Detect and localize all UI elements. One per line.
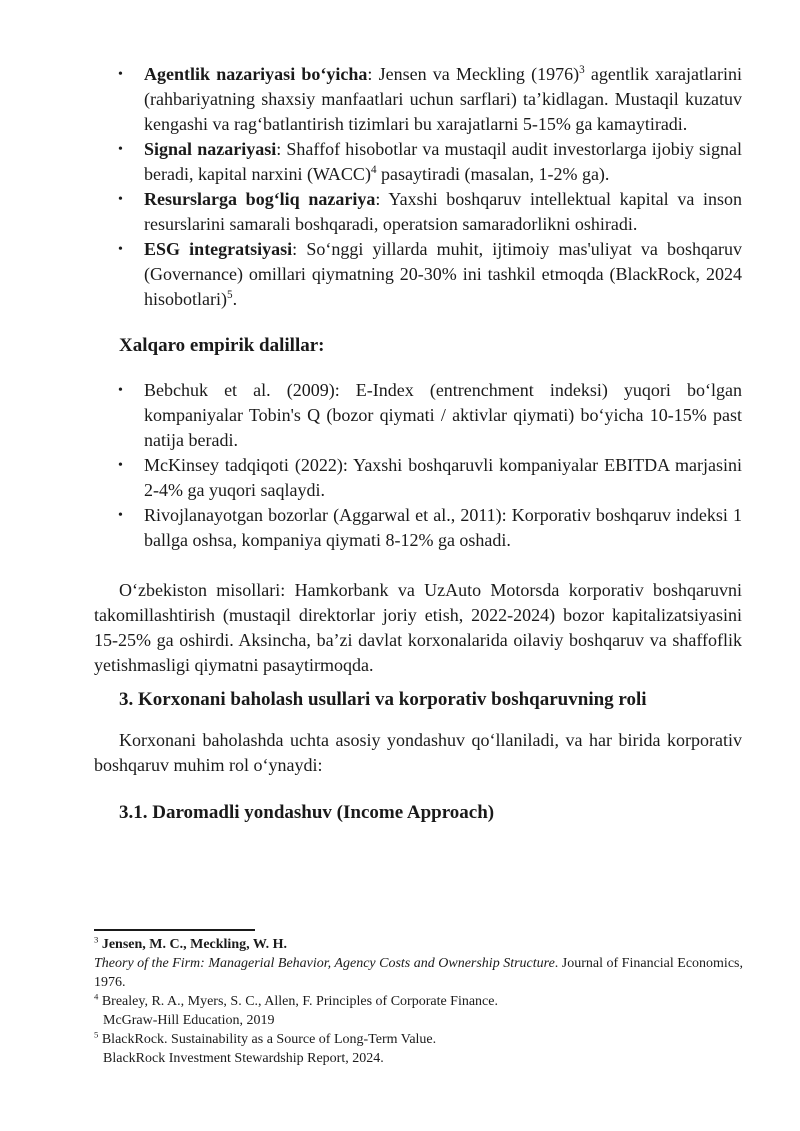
section-3-heading: 3. Korxonani baholash usullari va korporativ boshqaruvning roli bbox=[119, 689, 647, 710]
footnote-line: $^5$ BlackRock. Sustainability as a Source of Long-Term Value. bbox=[94, 1029, 437, 1047]
bullet-icon: • bbox=[118, 383, 123, 398]
section-3-intro-paragraph: Korxonani baholashda uchta asosiy yondashuv qoʻllaniladi, va har birida korporativ boshqaruv muhim rol oʻynaydi: bbox=[94, 730, 742, 775]
list-item-text: Resurslarga bogʻliq nazariya: Yaxshi boshqaruv intellektual kapital va inson resurslarini samarali boshqaradi, operatsion samaradorlikni oshiradi. bbox=[144, 189, 743, 234]
footnote-line: 1976. bbox=[94, 975, 126, 990]
list-item bbox=[94, 453, 742, 503]
list-item bbox=[94, 62, 742, 137]
theory-list bbox=[94, 62, 742, 312]
list-item bbox=[94, 237, 742, 312]
bullet-icon: • bbox=[118, 142, 123, 157]
list-item-text: Agentlik nazariyasi boʻyicha: Jensen va Meckling $(1976)^3$ agentlik xarajatlarini (rahbariyatning shaxsiy manfaatlari uchun sarflari) taʼkidlagan. Mustaqil kuzatuv kengashi va ragʻbatlantirish tizimlari bu xarajatlarni 5-15% ga kamaytiradi. bbox=[144, 64, 742, 134]
list-item-text: McKinsey tadqiqoti (2022): Yaxshi boshqaruvli kompaniyalar EBITDA marjasini 2-4% ga yuqori saqlaydi. bbox=[144, 455, 742, 500]
bullet-icon: • bbox=[118, 242, 123, 257]
footnote-line: Theory of the Firm: Managerial Behavior, Agency Costs and Ownership Structure. Journal of Financial Economics, bbox=[94, 956, 743, 971]
bullet-icon: • bbox=[118, 192, 123, 207]
footnote-line: $^3$ Jensen, M. C., Meckling, W. H. bbox=[94, 934, 287, 952]
list-item-text: Signal nazariyasi: Shaffof hisobotlar va mustaqil audit investorlarga ijobiy signal beradi, kapital narxini (WACC)$^4$ pasaytiradi (masalan, 1-2% ga). bbox=[144, 139, 742, 184]
evidence-heading: Xalqaro empirik dalillar: bbox=[119, 335, 325, 356]
footnote-line: BlackRock Investment Stewardship Report, 2024. bbox=[103, 1051, 384, 1066]
bullet-icon: • bbox=[118, 508, 123, 523]
document-body bbox=[94, 62, 742, 826]
footnote-separator-rule bbox=[94, 929, 255, 931]
uzbekistan-paragraph: Oʻzbekiston misollari: Hamkorbank va UzAuto Motorsda korporativ boshqaruvni takomillashtirish (mustaqil direktorlar joriy etish, 2022-2024) bozor kapitalizatsiyasini 15-25% ga oshirdi. Aksincha, baʼzi davlat korxonalarida oilaviy boshqaruv va shaffoflik yetishmasligi qiymatni pasaytirmoqda. bbox=[94, 580, 742, 675]
footnotes-section bbox=[94, 929, 746, 1068]
list-item-text: ESG integratsiyasi: Soʻnggi yillarda muhit, ijtimoiy mas'uliyat va boshqaruv (Governance) omillari qiymatning 20-30% ini tashkil etmoqda (BlackRock, 2024 hisobotlari)$^5$. bbox=[144, 239, 742, 309]
list-item bbox=[94, 378, 742, 453]
list-item-text: Bebchuk et al. (2009): E-Index (entrenchment indeksi) yuqori boʻlgan kompaniyalar Tobin's Q (bozor qiymati / aktivlar qiymati) boʻyicha 10-15% past natija beradi. bbox=[144, 380, 742, 450]
list-item bbox=[94, 187, 742, 237]
evidence-list bbox=[94, 378, 742, 553]
footnote-line: McGraw-Hill Education, 2019 bbox=[103, 1013, 275, 1028]
bullet-icon: • bbox=[118, 458, 123, 473]
bullet-icon: • bbox=[118, 67, 123, 82]
list-item-text: Rivojlanayotgan bozorlar (Aggarwal et al., 2011): Korporativ boshqaruv indeksi 1 ballga oshsa, kompaniya qiymati 8-12% ga oshadi. bbox=[144, 505, 742, 550]
list-item bbox=[94, 137, 742, 187]
footnote-line: $^4$ Brealey, R. A., Myers, S. C., Allen, F. Principles of Corporate Finance. bbox=[94, 991, 498, 1009]
section-3-1-heading: 3.1. Daromadli yondashuv (Income Approach) bbox=[119, 802, 495, 823]
list-item bbox=[94, 503, 742, 553]
